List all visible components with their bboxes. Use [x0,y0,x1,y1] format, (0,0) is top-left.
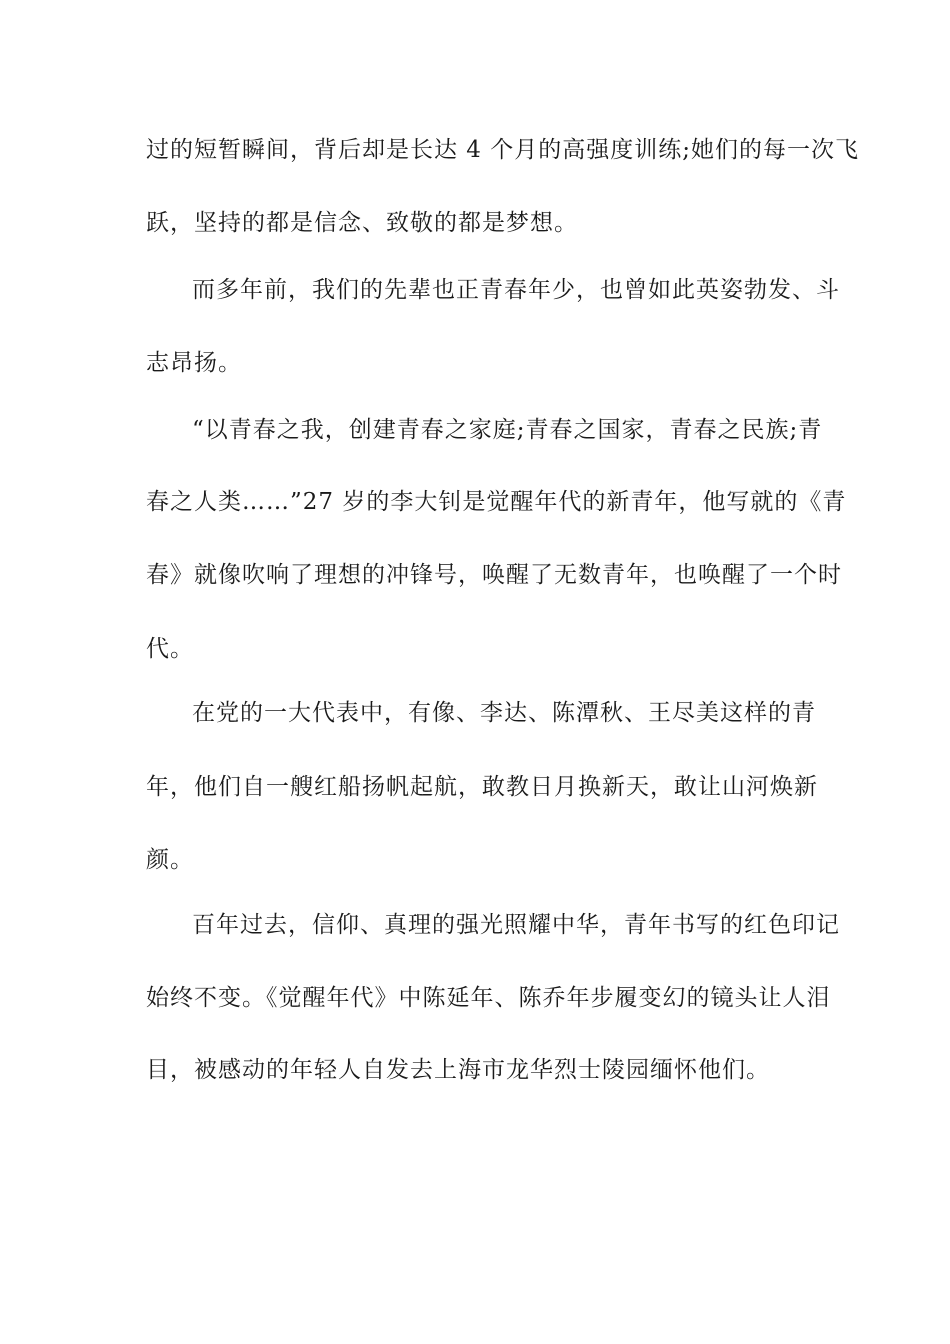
paragraph-4-line-2: 年，他们自一艘红船扬帆起航，敢教日月换新天，敢让山河焕新 [146,774,818,800]
paragraph-5-line-1: 百年过去，信仰、真理的强光照耀中华，青年书写的红色印记 [192,912,840,938]
paragraph-2-line-2: 志昂扬。 [146,350,242,376]
paragraph-4-line-3: 颜。 [146,847,194,873]
paragraph-3-line-1: “以青春之我，创建青春之家庭;青春之国家，青春之民族;青 [192,417,823,443]
paragraph-4-line-1: 在党的一大代表中，有像、李达、陈潭秋、王尽美这样的青 [192,700,816,726]
paragraph-5-line-3: 目，被感动的年轻人自发去上海市龙华烈士陵园缅怀他们。 [146,1057,770,1083]
paragraph-3-line-2: 春之人类……”27 岁的李大钊是觉醒年代的新青年，他写就的《青 [146,489,847,515]
paragraph-1-line-2: 跃，坚持的都是信念、致敬的都是梦想。 [146,210,578,236]
paragraph-3-line-4: 代。 [146,636,194,662]
paragraph-1-line-1: 过的短暂瞬间，背后却是长达 4 个月的高强度训练;她们的每一次飞 [146,137,860,163]
paragraph-3-line-3: 春》就像吹响了理想的冲锋号，唤醒了无数青年，也唤醒了一个时 [146,562,842,588]
paragraph-2-line-1: 而多年前，我们的先辈也正青春年少，也曾如此英姿勃发、斗 [192,277,840,303]
paragraph-5-line-2: 始终不变。《觉醒年代》中陈延年、陈乔年步履变幻的镜头让人泪 [146,985,831,1011]
